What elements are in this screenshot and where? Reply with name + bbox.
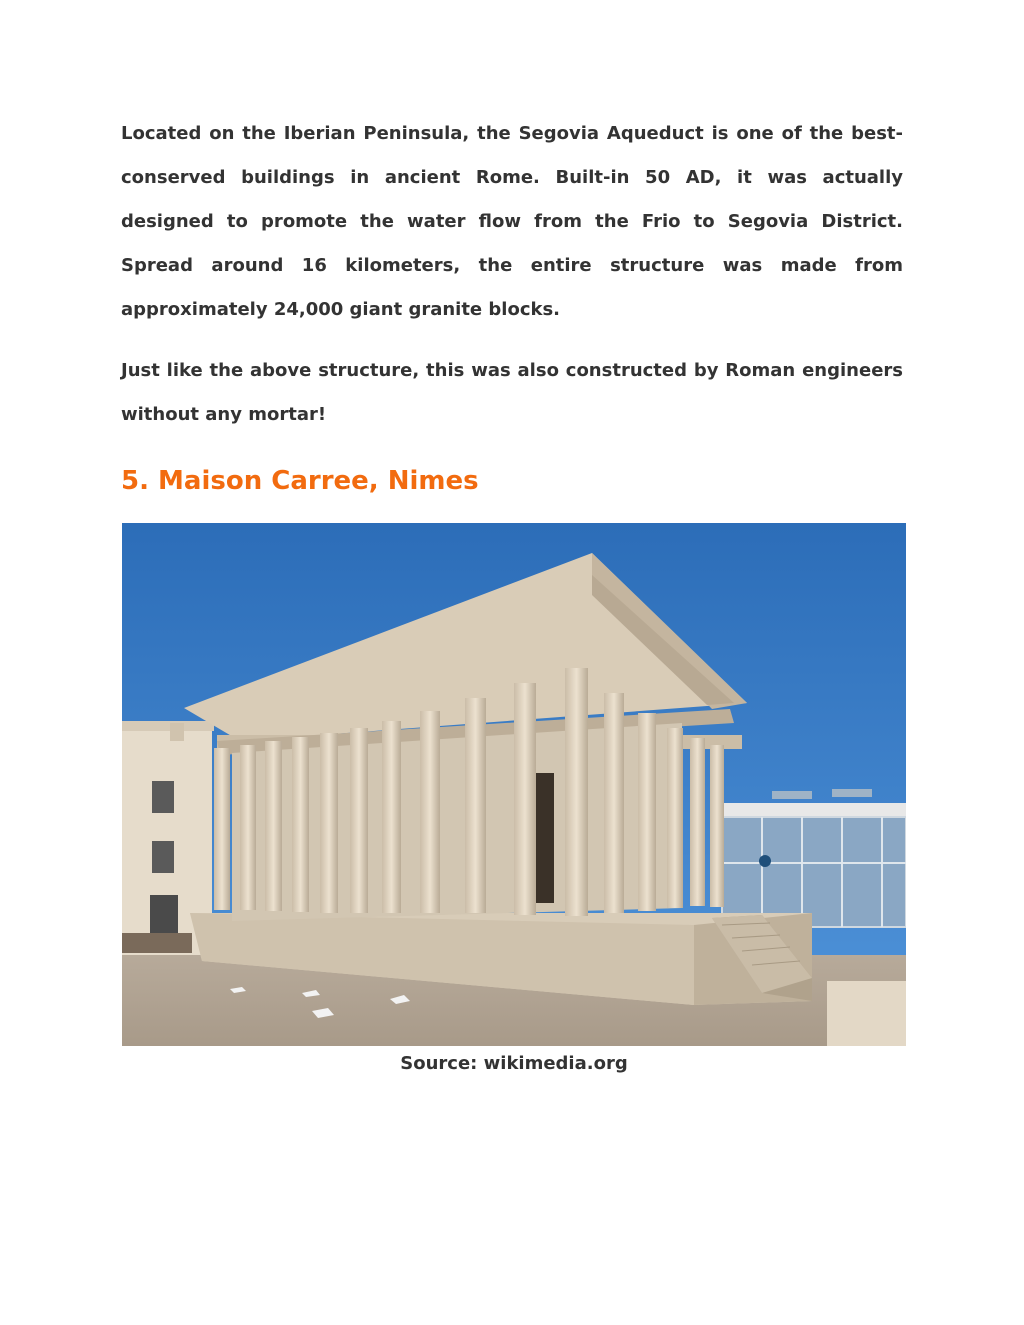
foreground-stone-block (827, 981, 906, 1046)
paragraph-mortar: Just like the above structure, this was also constructed by Roman engineers without any mortar! (121, 360, 903, 425)
section-heading: 5. Maison Carree, Nimes (121, 466, 479, 496)
article-body (121, 112, 903, 501)
maison-carree-photo (122, 523, 906, 1046)
right-modern-building (712, 789, 906, 927)
image-caption: Source: wikimedia.org (400, 1053, 628, 1074)
paragraph-segovia: Located on the Iberian Peninsula, the Segovia Aqueduct is one of the best-conserved buildings in ancient Rome. Built-in 50 AD, it was actually designed to promote the water flow from the Frio to Segovia District. Spread around 16 kilometers, the entire structure was made from approximately 24,000 giant granite blocks. (121, 123, 903, 320)
